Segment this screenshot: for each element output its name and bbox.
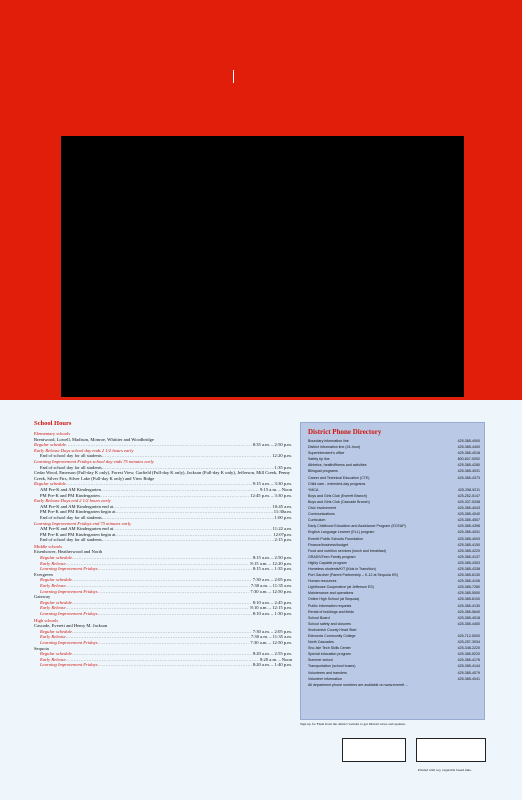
directory-entry-phone: 425-385-4106 — [457, 579, 480, 584]
dot-leader — [102, 515, 274, 521]
directory-entry-name: Transportation (school buses) — [308, 664, 356, 669]
directory-entry-phone: 425-385-4280 — [457, 463, 480, 468]
schedule-row — [34, 566, 292, 572]
directory-entry-phone: 425-257-3934 — [457, 640, 480, 645]
directory-entry-phone: 425-385-4150 — [457, 542, 480, 547]
directory-entry-name: School Board — [308, 615, 330, 620]
schedule-time: 8:10 a.m. – 2:45 p.m. — [252, 599, 292, 605]
schedule-time: 8:15 a.m. – 1:35 p.m. — [252, 566, 292, 572]
schedule-time: 8:15 a.m. – 12:20 p.m. — [250, 560, 292, 566]
middle-schools-list: Eisenhower, Heatherwood and North — [34, 549, 103, 555]
directory-entry-name: North Cascades — [308, 640, 334, 645]
school-hours-title: School Hours — [34, 420, 72, 427]
directory-entry-name: Career and Technical Education (CTE) — [308, 475, 370, 480]
directory-entry-phone: 425-385-4031 — [457, 469, 480, 474]
schedule-time: 12:45 p.m. – 3:30 p.m. — [250, 492, 292, 498]
directory-entry-name: Special education program — [308, 652, 351, 657]
directory-entry-phone: 425-385-4093 — [457, 536, 480, 541]
schedule-time: 8:20 a.m. – Noon — [259, 656, 292, 662]
schedule-label: PM Pre-K and PM Kindergarten begin at — [40, 531, 116, 537]
schedule-row — [34, 537, 292, 543]
directory-entry-phone: 425-252-5147 — [457, 493, 480, 498]
directory-entry-name: Edmonds Community College — [308, 634, 356, 638]
elementary-schools-list-2: Cedar Wood, Emerson (Full-day K only), Forest View, Garfield (Full-day K only), Jackson (Full-day K only), Jefferson, Mill Creek, Penny Creek, Silver Firs, Silver Lake (Full-day K only) and View Ridge — [34, 470, 291, 481]
directory-entry-name: GRADS/Teen Family program — [308, 554, 356, 559]
directory-entry-name: Finance/business/budget — [308, 542, 348, 547]
schedule-label: End of school day for all students — [40, 537, 102, 543]
school-hours-section — [34, 420, 292, 668]
middle-school-2: Evergreen — [34, 571, 53, 577]
directory-entry-name: Public information requests — [308, 603, 352, 608]
elementary-rows-2 — [34, 481, 292, 543]
directory-entry-phone: 425-385-4018 — [457, 615, 480, 620]
schedule-time: 8:15 a.m. – 2:50 p.m. — [252, 555, 292, 561]
directory-entry-phone: 425-385-6100 — [457, 597, 480, 602]
elementary-schools-list: Brentwood, Lowell, Madison, Monroe, Whittier and Woodbridge — [34, 436, 154, 442]
directory-entry-name: Online High School (at Sequoia) — [308, 597, 360, 602]
dot-leader — [66, 442, 252, 448]
schedule-label: Learning Improvement Fridays — [40, 662, 98, 668]
schedule-time: 8:35 a.m. – 2:50 p.m. — [252, 442, 292, 448]
schedule-label: Regular schedule — [40, 628, 73, 634]
directory-entry-phone: 425-385-4144 — [457, 664, 480, 669]
schedule-label: Learning Improvement Fridays — [40, 611, 98, 616]
directory-entry-name: Highly Capable program — [308, 560, 347, 565]
directory-entry-name: Human resources — [308, 579, 337, 584]
directory-entry-name: Summer school — [308, 658, 333, 663]
directory-entry-name: Maintenance and operations — [308, 591, 354, 596]
schedule-time: 12:07p.m. — [273, 531, 292, 537]
schedule-label: Regular schedule — [40, 599, 73, 605]
schedule-row: Early Release Days school day ends 2 1/2 hours early — [34, 447, 134, 453]
directory-entry-name: Early Childhood Education and Assistance Program (ECEAP) — [308, 524, 406, 529]
directory-entry-name: Boundary information line — [308, 439, 349, 443]
directory-entry-name: Bilingual programs — [308, 469, 338, 474]
directory-entry-phone: 425-385-4398 — [457, 524, 480, 529]
directory-entry-phone: 425-385-4373 — [457, 475, 480, 480]
schedule-time: 7:30 a.m. – 2:05 p.m. — [252, 577, 292, 583]
directory-entry-name: District information line (24-hour) — [308, 445, 361, 450]
schedule-label: AM Pre-K and AM Kindergarten — [40, 486, 101, 492]
schedule-label: End of school day for all students — [40, 453, 102, 459]
schedule-time: 1:00 p.m. — [274, 514, 292, 520]
cover-photo — [61, 136, 464, 397]
schedule-label: Early Release — [40, 605, 66, 611]
schedule-time: 8:20 a.m. – 2:55 p.m. — [252, 651, 292, 657]
directory-entry-phone: 425-385-4130 — [457, 603, 480, 608]
directory-entry-name: Boys and Girls Club (Cascade Branch) — [308, 499, 370, 504]
schedule-label: Regular schedule — [40, 577, 73, 583]
phone-directory-box — [300, 422, 485, 720]
schedule-row — [34, 442, 292, 448]
directory-entry-name: Safety tip line — [308, 457, 330, 462]
schedule-label: Early Release — [40, 634, 66, 640]
mailing-box-left — [342, 738, 406, 762]
directory-entry-name: Superintendent's office — [308, 451, 345, 456]
high-school-2: Sequoia — [34, 645, 49, 651]
schedule-label: Early Release — [40, 656, 66, 662]
schedule-row — [34, 662, 292, 668]
directory-entry-name: Child care - extended-day programs — [308, 481, 366, 486]
directory-entry-name: Snohomish County Head Start — [308, 627, 357, 632]
schedule-label: PM Pre-K and PM Kindergarten — [40, 492, 100, 498]
schedule-label: Regular schedule — [40, 555, 73, 561]
directory-entry-phone: 425-385-4040 — [457, 512, 480, 517]
dot-leader — [98, 640, 250, 646]
directory-entry-name: Port Gardner (Parent Partnership – K-12 at Sequoia HS) — [308, 573, 398, 578]
middle-rows-3 — [34, 600, 292, 617]
directory-entry-phone: 425-385-4400 — [457, 445, 480, 450]
dot-leader — [102, 537, 274, 543]
schedule-row — [34, 515, 292, 521]
schedule-label: Learning Improvement Fridays — [40, 588, 98, 594]
schedule-time: 11:30a.m. — [273, 509, 292, 515]
directory-entry-phone: 425-712-5000 — [457, 634, 480, 638]
directory-entry-phone: 425-385-4507 — [457, 518, 480, 523]
directory-entry-phone: 425-385-7280 — [457, 585, 480, 590]
middle-rows-2 — [34, 577, 292, 594]
schedule-time: 7:30 a.m. – 12:50 p.m. — [250, 639, 292, 645]
directory-entry-name: Civic involvement — [308, 506, 336, 511]
schedule-time: 2:15 p.m. — [274, 537, 292, 543]
schedule-label: Early Release — [40, 583, 66, 589]
schedule-row: Learning Improvement Fridays end 75 minutes early — [34, 520, 132, 526]
schedule-time: 7:30 a.m. – 12:50 p.m. — [250, 588, 292, 594]
directory-entry-phone: 425-385-4303 — [457, 560, 480, 565]
directory-entry-phone: 425-385-5640 — [457, 609, 480, 614]
schedule-row: Early Release Days end 2 1/2 hours early — [34, 498, 111, 504]
schedule-label: Early Release — [40, 560, 66, 566]
directory-entry-phone: 425-385-4338 — [457, 566, 480, 571]
directory-entry-phone: 425-385-6130 — [457, 573, 480, 578]
schedule-time: 10:45 a.m. — [272, 503, 292, 509]
high-rows-2 — [34, 651, 292, 668]
directory-entry-phone: 425-385-4079 — [457, 670, 480, 675]
dot-leader — [98, 589, 250, 595]
directory-entry-name: Lighthouse Cooperative (at Jefferson ES) — [308, 585, 374, 590]
directory-entry-phone: 425-337-5338 — [457, 499, 480, 504]
middle-rows — [34, 555, 292, 572]
schedule-time: 9:15 a.m. – Noon — [259, 486, 292, 492]
directory-entry-phone: 425-385-4018 — [457, 451, 480, 456]
mailing-box-right — [416, 738, 486, 762]
directory-entry — [308, 682, 480, 688]
dot-leader — [98, 611, 252, 617]
directory-entry-phone: 425-385-5220 — [457, 652, 480, 657]
schedule-time: 7:30 a.m. – 2:05 p.m. — [252, 628, 292, 634]
directory-entry-name: Athletics, health/fitness and activities — [308, 463, 367, 468]
high-schools-list: Cascade, Everett and Henry M. Jackson — [34, 623, 108, 629]
schedule-row — [34, 589, 292, 595]
schedule-row: Learning Improvement Fridays school day ends 75 minutes early — [34, 458, 154, 464]
schedule-time: 8:10 a.m. – 1:30 p.m. — [252, 611, 292, 616]
schedule-time: 8:10 a.m. – 12:15 p.m. — [250, 605, 292, 611]
dot-leader — [98, 566, 252, 572]
directory-entry-name: School safety and closures — [308, 621, 351, 626]
directory-entry-name: Curriculum — [308, 518, 326, 523]
text-cursor — [233, 70, 234, 83]
directory-entry-phone: 425-385-4400 — [457, 621, 480, 626]
schedule-label: AM Pre-K and AM Kindergarten end at — [40, 503, 114, 509]
directory-entry-name: Everett Public Schools Foundation — [308, 536, 363, 541]
directory-entry-name: Sno-Isle Tech Skills Center — [308, 646, 351, 651]
schedule-label: Learning Improvement Fridays — [40, 566, 98, 572]
elementary-rows — [34, 442, 292, 470]
directory-entry-phone: 425-385-4220 — [457, 548, 480, 553]
schedule-row — [34, 611, 292, 617]
dot-leader — [100, 493, 250, 499]
directory-entry-name: Food and nutrition services (lunch and breakfast) — [308, 548, 386, 553]
schedule-label: End of school day for all students — [40, 464, 102, 470]
directory-entry-phone: 425-348-2220 — [457, 646, 480, 651]
schedule-label: Regular schedule — [34, 481, 67, 487]
high-heading: High schools — [34, 617, 59, 623]
middle-school-3: Gateway — [34, 594, 51, 600]
schedule-label: Regular schedule — [40, 651, 73, 657]
elementary-heading: Elementary schools — [34, 431, 71, 436]
dot-leader — [98, 662, 252, 668]
directory-entry-phone: 425-385-4137 — [457, 554, 480, 559]
middle-heading: Middle schools — [34, 543, 63, 549]
schedule-label: AM Pre-K and AM Kindergarten end at — [40, 526, 114, 532]
schedule-label: End of school day for all students — [40, 514, 102, 520]
directory-entry-phone: 425-385-4041 — [457, 676, 480, 681]
schedule-time: 12:20 p.m. — [272, 453, 292, 459]
phone-directory-list — [308, 438, 480, 688]
directory-entry-name: Volunteers and transfers — [308, 670, 347, 675]
directory-entry-phone: 425-258-9211 — [457, 487, 480, 492]
directory-entry-phone: 800-607-0092 — [457, 457, 480, 462]
schedule-time: 7:30 a.m. – 11:35 a.m. — [250, 583, 292, 589]
schedule-time: 7:30 a.m. – 11:35 a.m. — [250, 634, 292, 640]
directory-entry-name: English Language Learner (ELL) program — [308, 530, 375, 535]
flash-signup-note: Sign up for Flash from the district website to get District news and updates. — [300, 722, 406, 726]
schedule-time: 9:15 a.m. – 3:30 p.m. — [252, 481, 292, 487]
directory-entry-name: YMCA — [308, 487, 319, 492]
directory-entry-name: Boys and Girls Club (Everett Branch) — [308, 493, 367, 498]
directory-entry-name: Volunteer information — [308, 676, 342, 681]
directory-entry-name: All department phone numbers are available on www.everett ... — [308, 682, 409, 687]
schedule-label: Learning Improvement Fridays — [40, 639, 98, 645]
schedule-time: 1:35 p.m. — [274, 464, 292, 470]
recycled-note: Printed with soy vegetable based inks. — [418, 768, 472, 772]
schedule-label: PM Pre-K and PM Kindergarten begin at — [40, 509, 116, 515]
directory-entry-name: Rental of buildings and fields — [308, 609, 354, 614]
schedule-time: 8:20 a.m. – 1:40 p.m. — [252, 662, 292, 668]
directory-entry-phone: 425-385-4000 — [457, 439, 480, 443]
directory-entry-name: Communications — [308, 512, 335, 517]
directory-entry-phone: 425-385-4031 — [457, 530, 480, 535]
schedule-time: 11:22 a.m. — [272, 526, 292, 532]
phone-directory-title: District Phone Directory — [308, 428, 382, 436]
directory-entry-phone: 425-385-5500 — [457, 591, 480, 596]
schedule-row — [34, 640, 292, 646]
high-rows — [34, 629, 292, 646]
directory-entry-phone: 425-385-4043 — [457, 506, 480, 511]
schedule-label: Regular schedule — [34, 442, 67, 448]
directory-entry-name: Homeless students/KIT (Kids in Transition) — [308, 566, 376, 571]
directory-entry-phone: 425-385-4176 — [457, 658, 480, 663]
